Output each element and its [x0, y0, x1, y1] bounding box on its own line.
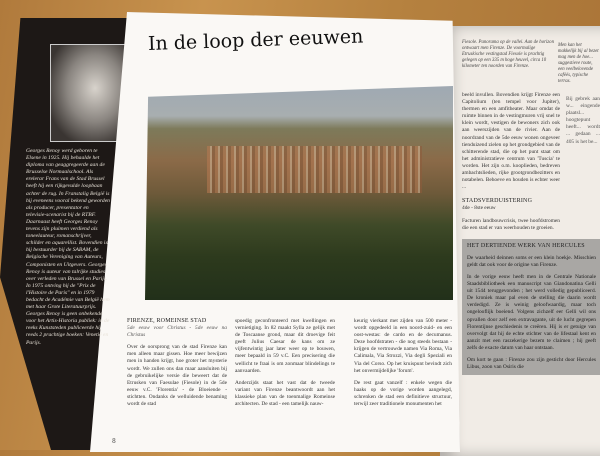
text-column-2: [235, 318, 335, 408]
paragraph: keurig vierkant met zijden van 500 meter - wordt opgedeeld in een noord-zuid- en een oost-westas: de cardo en de decumanus. Deze hoofdstraten - die nog steeds bestaan - krijgen de vertrouwde namen Via Roma, Via Calimala, Via Strozzi, Via degli Speziali en Via del Corso. Op het kruispunt bevindt zich het onvermijdelijke 'forum'.: [354, 318, 452, 374]
box-paragraph: Om kort te gaan : Firenze zou zijn gesticht door Hercules Libus, zoon van Osiris die: [467, 357, 596, 371]
right-page-body: beeld invullen. Bovendien krijgt Firenze een Capitolium (ten tempel voor Jupiter), thermen en een amfitheater. Maar omdat de ruimte binnen in de vestingmuren vrij snel te klein wordt, vestigen de bewoners zich ook aan weerszijden van de rivier. Aan de noordrand van de 5de eeuw wonen ongeveer tienduizend zielen op het grondgebied van de schitterende stad, die op het punt staat om het administratieve centrum van 'Tuscia' te worden. Het zijn o.m. kooplieden, bedreven ambachtslieden, rijke grootgrondbezitters en notabelen. Behoeve en houden is echter weer ...: [462, 92, 560, 191]
paragraph: Anderzijds staat het vast dat de tweede variant van Firenze beantwoordt aan het klassieke plan van de toenmalige Romeinse architecten. De stad - een tamelijk nauw-: [235, 379, 335, 408]
box-paragraph: In de vorige eeuw heeft men in de Centrale Nationale Staadsbibliotheek een manuscript van Giandonatina Gelli uit 1544 teruggevonden ; het werd volledig gepubliceerd. De kroniek maar pal even de stelling die daarin wordt verdedigd. Ze is weinig geloofwaardig, maar toch ongelooflijk boeiend. Volgens zichzelf eer Gelli wil ons opvallen door zelf een extravagante, uit de lucht gegrepen Florentijnse geschiedenis te creëren. Hij is er getuige van overvolgt dat hij de echte stichter van de lifestaal kent en aanzit met een raszekerige bezem te claimen ; hij geeft zelfs de exacte datum van haar ontstaan.: [467, 273, 596, 351]
section-heading: STADSVERDUISTERING: [462, 198, 533, 205]
right-page-side-column: Bij gebrek aan w... eingende plaatsl... hoogtepunt heeft... wordt ... gedaan ... 405 is het be...: [566, 96, 600, 145]
box-paragraph: De waarheid deinnen soms er een klein hoekje. Misschien geldt dat ook voor de origine van Firenze.: [467, 254, 596, 268]
right-page-content: [462, 92, 600, 375]
sidebar-box: [462, 239, 600, 376]
section-stadsverduistering: [462, 198, 560, 231]
paragraph: De rest gaat vanzelf : enkele wegen die haaks op de vorige worden aangelegd, schrenken de stad een definitieve structuur, terwijl zeer traditionele monumenten het: [354, 379, 452, 408]
section-body: Facturen landbouwcrisis, twee hoofdstromen die een stad er van weerhouden te groeien.: [462, 217, 560, 231]
page-title: In de loop der eeuwen: [147, 25, 364, 55]
text-column-1: [127, 318, 227, 408]
section-subheading: 4de - 8ste eeuw: [462, 205, 496, 212]
author-bio: Georges Renoy werd geboren te Elsene in 1925. Hij behaalde het diploma van geaggregeerde aan de Brusselse Normaalschool. Als erelerar Frans van de Stad Brussel heeft hij een rijkgevulde loopbaan achter de rug. In Franstalig België is hij eveneens vooral bekend geworden als producer, presentator en televisie-scenarist bij de RTBF. Daarnaast heeft Georges Renoy tevens zijn pluimen verdiend als toneelauteur, romanschrijver, schilder en aquarellist. Bovendien is hij bestuurder bij de SABAM, de Belgische Vereniging van Auteurs, Componisten en Uitgevers. Georges Renoy is auteur van talrijke studies over verleden van Brussel en Parijs. In 1975 ontving hij de "Prix de l'Histoire de Paris" en in 1979 bedacht de Académie van België hem met haar Grote Literatuurprijs. Georges Renoy is geen onbekende voor het Artis-Historia publiek: in de reeks Kunststeden publiceerde hij reeds 2 prachtige boeken: Venetië en Parijs.: [26, 148, 110, 346]
box-heading: HET DERTIENDE WERK VAN HERCULES: [467, 242, 585, 249]
photo-caption-2: Men kan het makkelijk bij al bezet mag men de hoe... suggestieve route, een veelbelovende caféés, typische terras.: [558, 43, 599, 84]
text-column-3: [354, 318, 452, 408]
page-number: 8: [112, 438, 116, 445]
florence-panorama-photo: [145, 86, 453, 300]
paragraph: Over de oorsprong van de stad Firenze kan men alleen maar gissen. Hoe meer bewijzen men in handen krijgt, hoe groter het mysterie wordt. We zullen ons dan maar aansluiten bij de gebruikelijke versie die beweert dat de Etrusken van Faesulae (Fiesole) in de 5de eeuw v.C. 'Florentia' - de Bloeiende - stichtten. Ondanks de welluidende benaming wordt de stad: [127, 344, 227, 408]
paragraph: spoedig geconfronteerd met kwellingen en vernietiging. In 82 maakt Sylla ze gelijk met de Toscaanse grond, maar dit droevige feit geeft Julius Caesar de kans om ze vijfentwintig jaar later weer op te bouwen, meer bepaald in 59 v.C. Een precisering die wellicht te fraai is om zonmaar blindelings te aanvaarden.: [235, 318, 335, 374]
section-subheading: 5de eeuw voor Christus - 5de eeuw na Christus: [127, 325, 227, 339]
section-heading: FIRENZE, ROMEINSE STAD: [127, 318, 207, 324]
photo-caption: Fiesole. Panorama op de vallei. Aan de horizon ontwaart men Firenze. De voormalige Etruskische vestingstad Fiesole is prachtig gelegen op een 335 m hoge heuvel, circa 10 kilometer ten noorden van Firenze.: [462, 40, 554, 69]
